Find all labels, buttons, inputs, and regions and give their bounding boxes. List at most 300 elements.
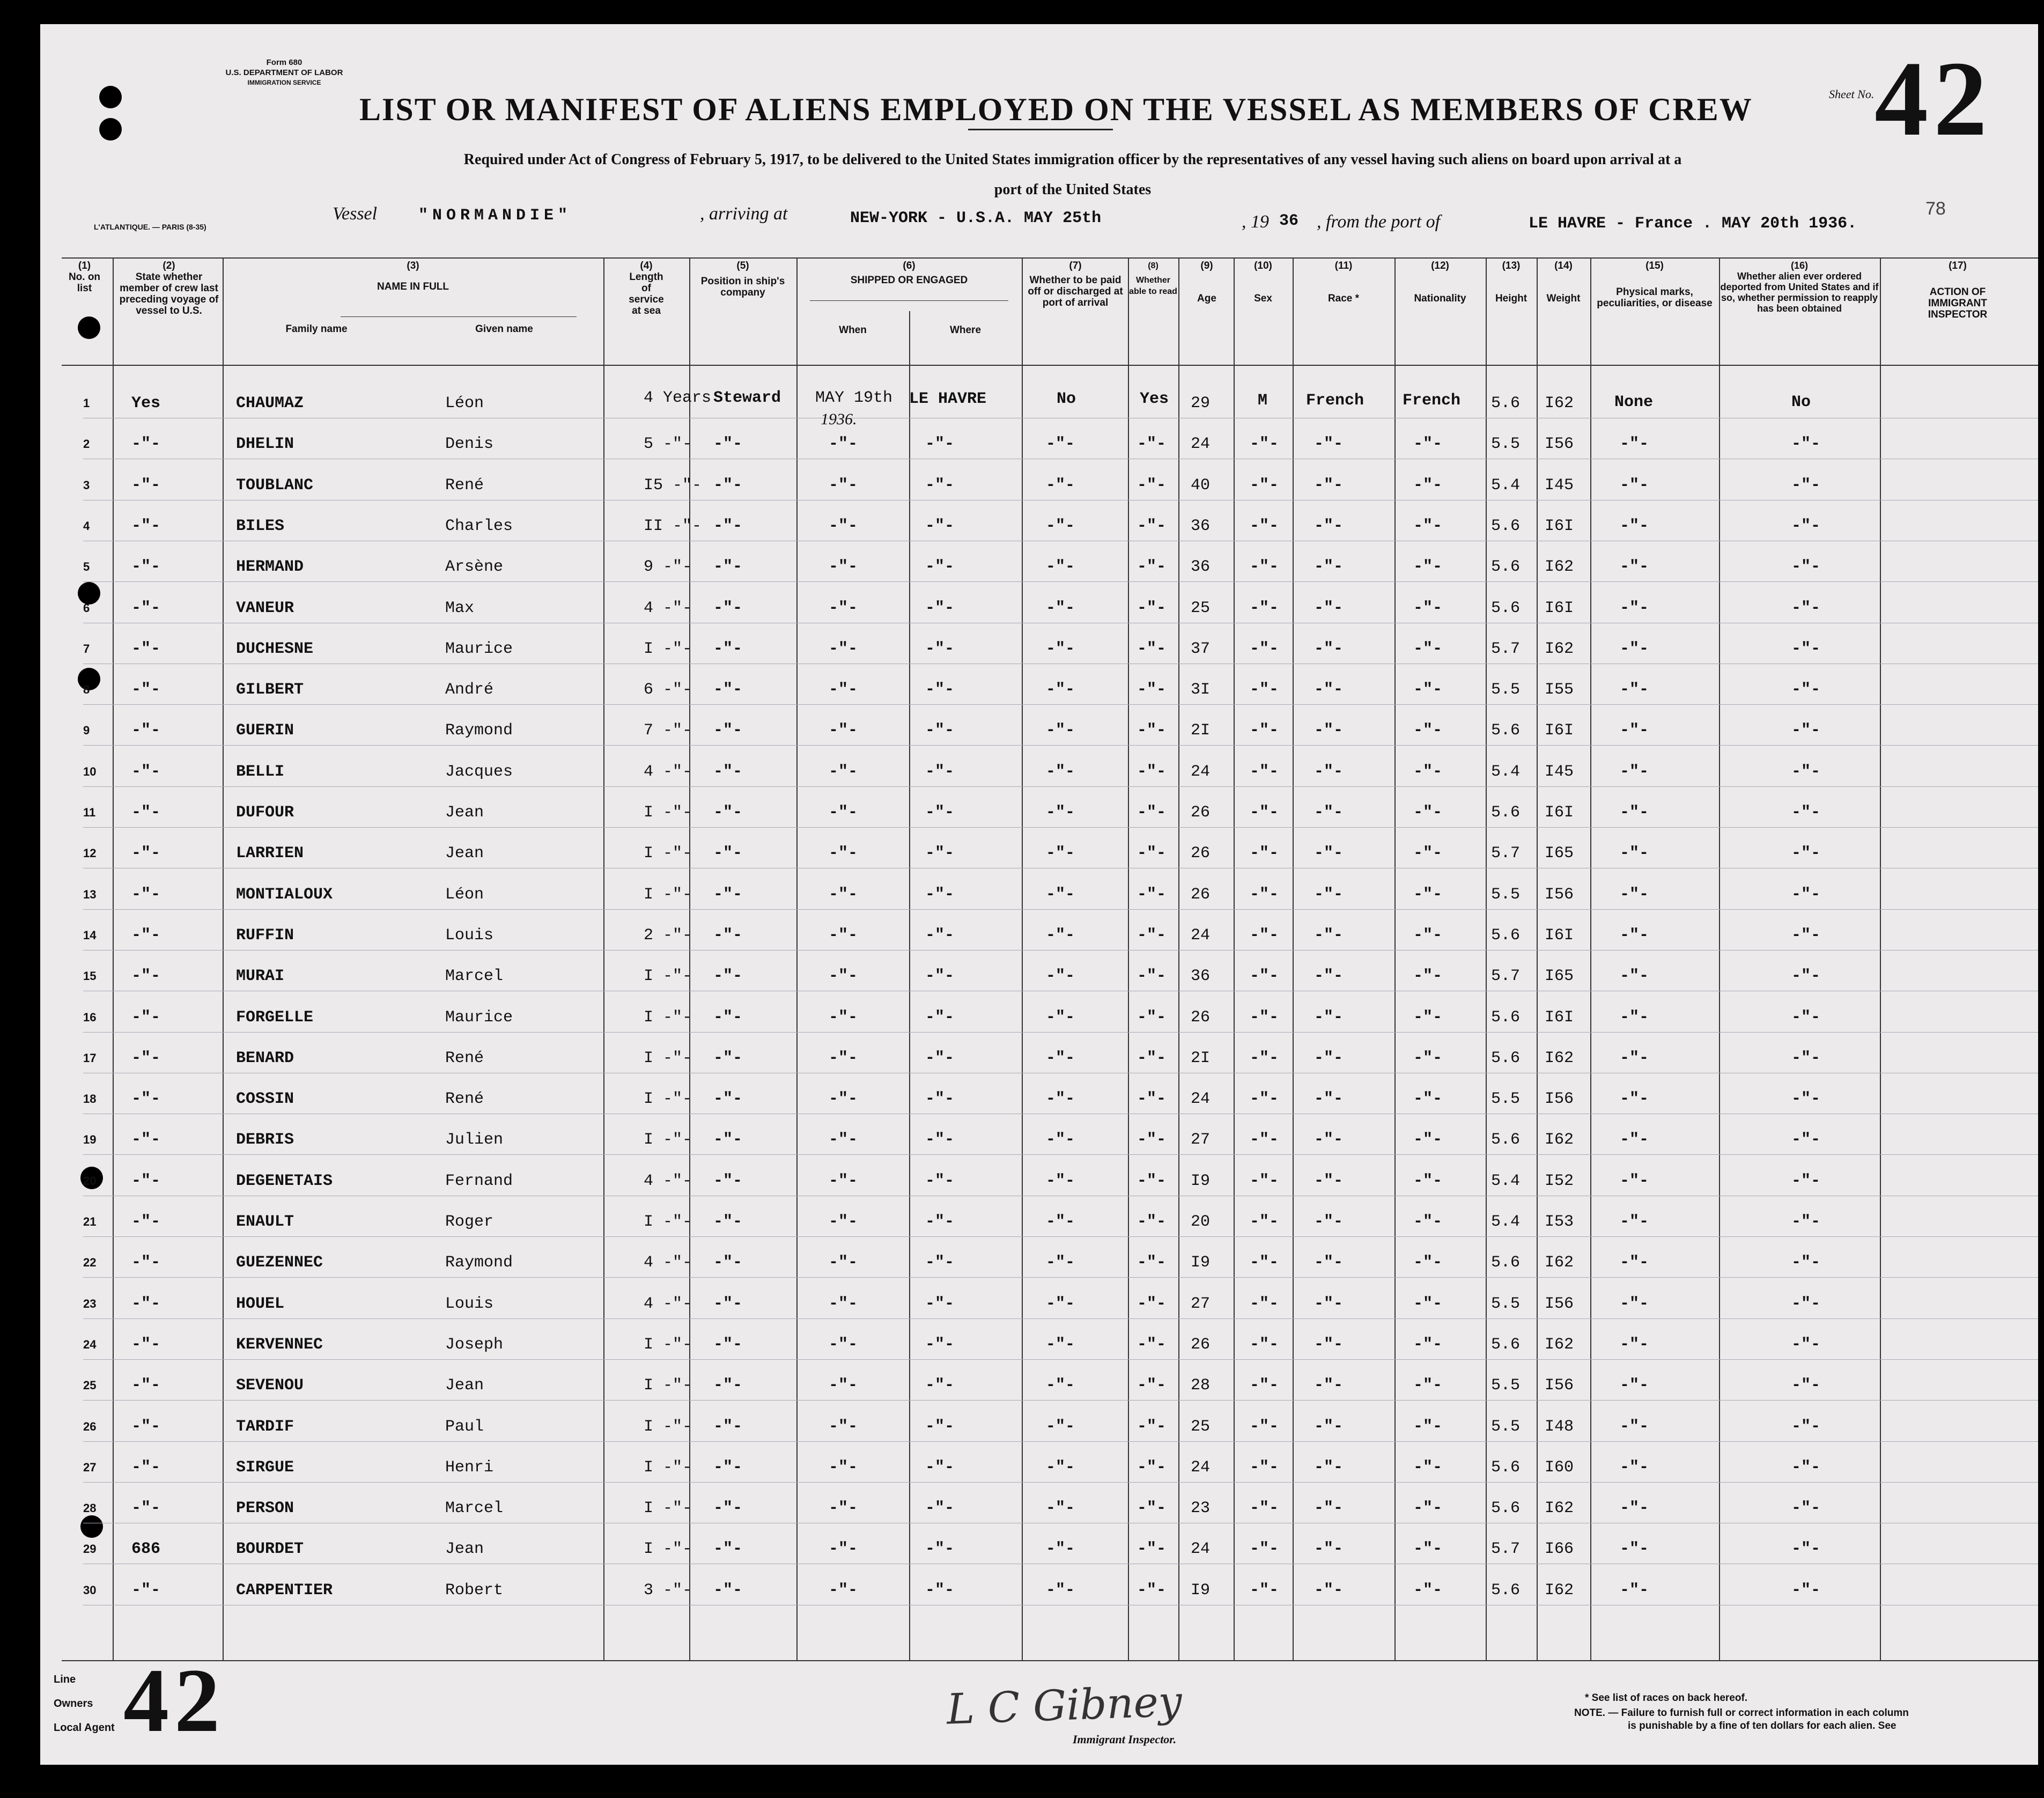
row-height: 5.4: [1491, 1171, 1521, 1190]
ditto-mark: -"-: [1413, 1417, 1443, 1436]
row-service-length: 3 -"-: [644, 1581, 692, 1600]
row-previous-voyage: -"-: [131, 1458, 161, 1477]
ditto-mark: -"-: [1314, 1458, 1344, 1477]
form-number: Form 680: [266, 58, 302, 67]
arriving-label: , arriving at: [700, 204, 788, 224]
row-service-length: 7 -"-: [644, 721, 692, 740]
ditto-mark: -"-: [1791, 1008, 1821, 1027]
row-weight: I53: [1545, 1213, 1574, 1231]
ditto-mark: -"-: [1314, 639, 1344, 658]
ditto-mark: -"-: [925, 885, 955, 904]
ditto-mark: -"-: [1137, 1499, 1167, 1518]
ditto-mark: -"-: [829, 1049, 858, 1067]
row-age: 27: [1191, 1131, 1211, 1149]
col-12-header: (12) Nationality: [1414, 260, 1466, 304]
col-divider: [1234, 257, 1235, 1660]
row-service-length: I -"-: [644, 1090, 692, 1109]
row-number: 22: [83, 1256, 97, 1270]
row-number: 29: [83, 1542, 97, 1556]
ditto-mark: -"-: [829, 435, 858, 454]
arriving-value: NEW-YORK - U.S.A. MAY 25th: [850, 209, 1102, 227]
ditto-mark: -"-: [829, 1090, 858, 1109]
row-height: 5.7: [1491, 639, 1521, 658]
ditto-mark: -"-: [1314, 1090, 1344, 1109]
row-rule: [83, 909, 2038, 910]
punch-hole: [78, 316, 100, 339]
ditto-mark: -"-: [1413, 599, 1443, 617]
ditto-mark: -"-: [1791, 926, 1821, 945]
ditto-mark: -"-: [713, 721, 743, 740]
ditto-mark: -"-: [1250, 1335, 1279, 1354]
row-number: 14: [83, 928, 97, 942]
row-weight: I56: [1545, 885, 1574, 904]
row-previous-voyage: -"-: [131, 1049, 161, 1067]
fine-note-2: is punishable by a fine of ten dollars for each alien. See: [1628, 1720, 1897, 1731]
ditto-mark: -"-: [829, 1540, 858, 1559]
row-age: 2I: [1191, 721, 1211, 740]
row-number: 13: [83, 887, 97, 901]
ditto-mark: -"-: [713, 1049, 743, 1067]
ditto-mark: -"-: [1413, 721, 1443, 740]
ditto-mark: -"-: [1620, 1294, 1649, 1313]
note-text: — Failure to furnish full or correct information in each column: [1608, 1707, 1909, 1719]
ditto-mark: -"-: [1314, 967, 1344, 986]
year-prefix: , 19: [1242, 212, 1269, 232]
ditto-mark: -"-: [1620, 558, 1649, 577]
row-previous-voyage: -"-: [131, 1376, 161, 1395]
ditto-mark: -"-: [1413, 1499, 1443, 1518]
ditto-mark: -"-: [1620, 1540, 1649, 1559]
ditto-mark: -"-: [1314, 1417, 1344, 1436]
row-rule: [83, 1400, 2038, 1401]
row-weight: I62: [1545, 639, 1574, 658]
races-note: * See list of races on back hereof.: [1585, 1692, 1748, 1704]
ditto-mark: -"-: [1314, 1131, 1344, 1149]
ditto-mark: -"-: [1137, 1171, 1167, 1190]
row-service-length: 5 -"-: [644, 435, 692, 454]
row-given-name: Robert: [445, 1581, 504, 1600]
ditto-mark: -"-: [1413, 926, 1443, 945]
ditto-mark: -"-: [1413, 476, 1443, 495]
ditto-mark: -"-: [1314, 1049, 1344, 1067]
ditto-mark: -"-: [829, 476, 858, 495]
ditto-mark: -"-: [1413, 435, 1443, 454]
row-number: 20: [83, 1174, 97, 1188]
ditto-mark: -"-: [1791, 1376, 1821, 1395]
row-given-name: Arsène: [445, 558, 504, 577]
ditto-mark: -"-: [1791, 1417, 1821, 1436]
row-previous-voyage: -"-: [131, 1008, 161, 1027]
row-number: 10: [83, 764, 97, 778]
col-divider: [1880, 257, 1881, 1660]
ditto-mark: -"-: [1046, 599, 1075, 617]
ditto-mark: -"-: [713, 926, 743, 945]
row-service-length: I -"-: [644, 1458, 692, 1477]
row-weight: I45: [1545, 476, 1574, 495]
row-family-name: CARPENTIER: [236, 1581, 333, 1600]
row-rule: [83, 827, 2038, 828]
ditto-mark: -"-: [1413, 1008, 1443, 1027]
ditto-mark: -"-: [1250, 1540, 1279, 1559]
row-service-length: I -"-: [644, 1049, 692, 1067]
ditto-mark: -"-: [925, 762, 955, 781]
ditto-mark: -"-: [1791, 1540, 1821, 1559]
page-title: LIST OR MANIFEST OF ALIENS EMPLOYED ON THE VESSEL AS MEMBERS OF CREW: [359, 92, 1753, 127]
row-service-length: II -"-: [644, 517, 702, 535]
ditto-mark: -"-: [1250, 1417, 1279, 1436]
ditto-mark: -"-: [829, 1499, 858, 1518]
row-given-name: René: [445, 1049, 484, 1067]
row-weight: I6I: [1545, 599, 1574, 617]
row-height: 5.5: [1491, 1417, 1521, 1436]
ditto-mark: -"-: [1046, 1540, 1075, 1559]
ditto-mark: -"-: [1413, 967, 1443, 986]
row-given-name: Jean: [445, 804, 484, 822]
ditto-mark: -"-: [1620, 762, 1649, 781]
row-number: 19: [83, 1133, 97, 1147]
row-number: 16: [83, 1010, 97, 1024]
ditto-mark: -"-: [925, 844, 955, 863]
row-height: 5.6: [1491, 804, 1521, 822]
row-family-name: BOURDET: [236, 1540, 304, 1559]
ditto-mark: -"-: [829, 1581, 858, 1600]
inspector-signature: L C Gibney: [946, 1677, 1183, 1734]
ditto-mark: -"-: [1413, 681, 1443, 699]
ditto-mark: -"-: [829, 599, 858, 617]
ditto-mark: -"-: [1250, 599, 1279, 617]
ditto-mark: -"-: [1046, 721, 1075, 740]
ditto-mark: -"-: [713, 476, 743, 495]
ditto-mark: -"-: [925, 558, 955, 577]
row-family-name: MONTIALOUX: [236, 885, 333, 904]
row-given-name: Paul: [445, 1417, 484, 1436]
form-department: U.S. DEPARTMENT OF LABOR: [225, 68, 343, 77]
name-underline: [341, 316, 577, 317]
ditto-mark: -"-: [1620, 1376, 1649, 1395]
punch-hole: [80, 1515, 103, 1538]
ditto-mark: -"-: [1046, 1213, 1075, 1231]
ditto-mark: -"-: [1046, 435, 1075, 454]
row-age: 24: [1191, 1090, 1211, 1109]
subtitle-line-1: Required under Act of Congress of February 5, 1917, to be delivered to the United States immigration officer by the representatives of any vessel having such aliens on board upon arrival at a: [463, 151, 1682, 168]
ditto-mark: -"-: [713, 1417, 743, 1436]
ditto-mark: -"-: [1137, 1213, 1167, 1231]
ditto-mark: -"-: [1413, 1049, 1443, 1067]
row-rule: [83, 1032, 2038, 1033]
row-weight: I62: [1545, 558, 1574, 577]
row-number: 4: [83, 519, 90, 533]
note-label: NOTE.: [1574, 1707, 1606, 1719]
ditto-mark: -"-: [1046, 1335, 1075, 1354]
ditto-mark: -"-: [1791, 476, 1821, 495]
row-previous-voyage: -"-: [131, 721, 161, 740]
row-1-paid-off: No: [1057, 390, 1076, 408]
ditto-mark: -"-: [925, 1376, 955, 1395]
ditto-mark: -"-: [713, 1171, 743, 1190]
ditto-mark: -"-: [829, 804, 858, 822]
row-given-name: Julien: [445, 1131, 504, 1149]
title-underline: [968, 129, 1113, 130]
row-1-when: MAY 19th: [815, 389, 893, 407]
ditto-mark: -"-: [713, 1335, 743, 1354]
ditto-mark: -"-: [713, 967, 743, 986]
row-previous-voyage: -"-: [131, 599, 161, 617]
agent-label: Local Agent: [54, 1722, 115, 1734]
ditto-mark: -"-: [1413, 558, 1443, 577]
row-age: I9: [1191, 1254, 1211, 1272]
ditto-mark: -"-: [1413, 762, 1443, 781]
ditto-mark: -"-: [1314, 844, 1344, 863]
ditto-mark: -"-: [925, 599, 955, 617]
col-7-header: (7) Whether to be paid off or discharged at port of arrival: [1028, 260, 1123, 308]
col-9-header: (9) Age: [1197, 260, 1216, 304]
row-height: 5.6: [1491, 1499, 1521, 1518]
row-previous-voyage: -"-: [131, 1213, 161, 1231]
ditto-mark: -"-: [713, 517, 743, 535]
row-given-name: Louis: [445, 1294, 494, 1313]
row-height: 5.6: [1491, 1581, 1521, 1600]
row-service-length: I -"-: [644, 1131, 692, 1149]
col-divider: [113, 257, 114, 1660]
ditto-mark: -"-: [829, 517, 858, 535]
row-family-name: LARRIEN: [236, 844, 304, 863]
row-weight: I48: [1545, 1417, 1574, 1436]
ditto-mark: -"-: [1413, 844, 1443, 863]
ditto-mark: -"-: [1250, 804, 1279, 822]
ditto-mark: -"-: [1250, 1131, 1279, 1149]
row-age: 26: [1191, 844, 1211, 863]
ditto-mark: -"-: [1620, 926, 1649, 945]
row-weight: I62: [1545, 1254, 1574, 1272]
ditto-mark: -"-: [1314, 926, 1344, 945]
ditto-mark: -"-: [829, 681, 858, 699]
ditto-mark: -"-: [1791, 762, 1821, 781]
row-age: 26: [1191, 1008, 1211, 1027]
sheet-number: 42: [1875, 40, 1993, 158]
row-given-name: Jacques: [445, 762, 513, 781]
ditto-mark: -"-: [1046, 967, 1075, 986]
row-height: 5.6: [1491, 1458, 1521, 1477]
ditto-mark: -"-: [1314, 1335, 1344, 1354]
row-family-name: TOUBLANC: [236, 476, 314, 495]
ditto-mark: -"-: [829, 926, 858, 945]
row-1-race: French: [1306, 392, 1364, 410]
row-family-name: SIRGUE: [236, 1458, 294, 1477]
row-service-length: 4 -"-: [644, 1254, 692, 1272]
ditto-mark: -"-: [1791, 844, 1821, 863]
row-number: 11: [83, 806, 96, 819]
row-given-name: Charles: [445, 517, 513, 535]
row-previous-voyage: -"-: [131, 926, 161, 945]
row-age: 26: [1191, 804, 1211, 822]
col-3a-header: Family name: [285, 323, 348, 335]
col-6-header: (6) SHIPPED OR ENGAGED: [850, 260, 968, 286]
ditto-mark: -"-: [925, 1581, 955, 1600]
row-height: 5.7: [1491, 1540, 1521, 1559]
inspector-label: Immigrant Inspector.: [1073, 1733, 1177, 1746]
row-previous-voyage: -"-: [131, 558, 161, 577]
ditto-mark: -"-: [925, 1417, 955, 1436]
row-given-name: Marcel: [445, 967, 504, 986]
ditto-mark: -"-: [1250, 885, 1279, 904]
ditto-mark: -"-: [829, 1213, 858, 1231]
row-family-name: BILES: [236, 517, 285, 535]
ditto-mark: -"-: [1314, 517, 1344, 535]
manifest-sheet: [40, 24, 2038, 1765]
row-age: I9: [1191, 1581, 1211, 1600]
col-11-header: (11) Race *: [1327, 260, 1360, 304]
row-height: 5.5: [1491, 885, 1521, 904]
ditto-mark: -"-: [1620, 599, 1649, 617]
row-weight: I45: [1545, 762, 1574, 781]
row-height: 5.4: [1491, 762, 1521, 781]
row-number: 30: [83, 1583, 97, 1597]
ditto-mark: -"-: [1314, 1376, 1344, 1395]
ditto-mark: -"-: [925, 1294, 955, 1313]
row-given-name: Léon: [445, 885, 484, 904]
ditto-mark: -"-: [1314, 1254, 1344, 1272]
ditto-mark: -"-: [1046, 1049, 1075, 1067]
ditto-mark: -"-: [713, 1131, 743, 1149]
ditto-mark: -"-: [1137, 1376, 1167, 1395]
row-height: 5.6: [1491, 721, 1521, 740]
ditto-mark: -"-: [1137, 681, 1167, 699]
ditto-mark: -"-: [1620, 517, 1649, 535]
ditto-mark: -"-: [829, 639, 858, 658]
col-1-header: (1) No. on list: [68, 260, 101, 294]
row-previous-voyage: -"-: [131, 762, 161, 781]
ditto-mark: -"-: [713, 804, 743, 822]
ditto-mark: -"-: [1620, 1417, 1649, 1436]
ditto-mark: -"-: [1413, 1335, 1443, 1354]
row-weight: I62: [1545, 1335, 1574, 1354]
row-family-name: RUFFIN: [236, 926, 294, 945]
ditto-mark: -"-: [1137, 1090, 1167, 1109]
year-suffix: 36: [1279, 212, 1299, 230]
row-age: 24: [1191, 1540, 1211, 1559]
row-given-name: Maurice: [445, 639, 513, 658]
ditto-mark: -"-: [1046, 1376, 1075, 1395]
ditto-mark: -"-: [713, 1294, 743, 1313]
row-number: 2: [83, 437, 90, 451]
ditto-mark: -"-: [1250, 639, 1279, 658]
ditto-mark: -"-: [925, 1540, 955, 1559]
row-1-service: 4 Years: [644, 389, 712, 407]
row-family-name: MURAI: [236, 967, 285, 986]
col-divider: [1178, 257, 1179, 1660]
ditto-mark: -"-: [1620, 1458, 1649, 1477]
row-rule: [83, 1236, 2038, 1237]
row-age: 25: [1191, 1417, 1211, 1436]
row-family-name: DHELIN: [236, 435, 294, 454]
ditto-mark: -"-: [1791, 517, 1821, 535]
row-rule: [83, 1277, 2038, 1278]
row-height: 5.4: [1491, 476, 1521, 495]
row-weight: I62: [1545, 1581, 1574, 1600]
row-rule: [83, 1359, 2038, 1360]
ditto-mark: -"-: [1046, 1458, 1075, 1477]
ditto-mark: -"-: [925, 1335, 955, 1354]
ditto-mark: -"-: [829, 1417, 858, 1436]
row-given-name: Jean: [445, 1376, 484, 1395]
ditto-mark: -"-: [1250, 721, 1279, 740]
ditto-mark: -"-: [1137, 762, 1167, 781]
row-family-name: BELLI: [236, 762, 285, 781]
ditto-mark: -"-: [1791, 1213, 1821, 1231]
ditto-mark: -"-: [1250, 1499, 1279, 1518]
row-weight: I6I: [1545, 517, 1574, 535]
ditto-mark: -"-: [1620, 1254, 1649, 1272]
ditto-mark: -"-: [1791, 967, 1821, 986]
header-bottom-border: [62, 365, 2038, 366]
ditto-mark: -"-: [1620, 1171, 1649, 1190]
ditto-mark: -"-: [925, 681, 955, 699]
ditto-mark: -"-: [1791, 435, 1821, 454]
ditto-mark: -"-: [1250, 1458, 1279, 1477]
ditto-mark: -"-: [1791, 804, 1821, 822]
row-previous-voyage: -"-: [131, 681, 161, 699]
ditto-mark: -"-: [829, 1376, 858, 1395]
row-previous-voyage: -"-: [131, 1335, 161, 1354]
row-previous-voyage: -"-: [131, 1294, 161, 1313]
row-age: 26: [1191, 885, 1211, 904]
ditto-mark: -"-: [1046, 804, 1075, 822]
row-previous-voyage: -"-: [131, 1417, 161, 1436]
ditto-mark: -"-: [1791, 639, 1821, 658]
ditto-mark: -"-: [1791, 681, 1821, 699]
row-number: 9: [83, 724, 90, 738]
ditto-mark: -"-: [1314, 681, 1344, 699]
row-age: 23: [1191, 1499, 1211, 1518]
row-previous-voyage: -"-: [131, 517, 161, 535]
row-previous-voyage: -"-: [131, 476, 161, 495]
row-previous-voyage: -"-: [131, 639, 161, 658]
row-previous-voyage: -"-: [131, 1581, 161, 1600]
ditto-mark: -"-: [1314, 885, 1344, 904]
ditto-mark: -"-: [1137, 721, 1167, 740]
row-service-length: I -"-: [644, 1376, 692, 1395]
ditto-mark: -"-: [1046, 1254, 1075, 1272]
row-rule: [83, 1154, 2038, 1155]
ditto-mark: -"-: [829, 1294, 858, 1313]
row-given-name: Jean: [445, 1540, 484, 1559]
row-number: 26: [83, 1419, 97, 1433]
row-rule: [83, 581, 2038, 582]
col-6b-header: Where: [949, 325, 982, 336]
ditto-mark: -"-: [1791, 1335, 1821, 1354]
ditto-mark: -"-: [1413, 1131, 1443, 1149]
row-family-name: ENAULT: [236, 1213, 294, 1231]
row-rule: [83, 704, 2038, 705]
ditto-mark: -"-: [1046, 476, 1075, 495]
subtitle: [188, 145, 1958, 205]
ditto-mark: -"-: [1250, 1254, 1279, 1272]
row-family-name: GILBERT: [236, 681, 304, 699]
row-height: 5.6: [1491, 1049, 1521, 1067]
row-given-name: René: [445, 476, 484, 495]
row-age: 24: [1191, 926, 1211, 945]
ditto-mark: -"-: [1137, 967, 1167, 986]
row-number: 24: [83, 1337, 97, 1351]
row-given-name: Jean: [445, 844, 484, 863]
ditto-mark: -"-: [1314, 599, 1344, 617]
row-family-name: TARDIF: [236, 1417, 294, 1436]
col-15-header: (15) Physical marks, peculiarities, or disease: [1597, 260, 1713, 309]
ditto-mark: -"-: [1791, 599, 1821, 617]
row-given-name: Max: [445, 599, 475, 617]
row-height: 5.6: [1491, 517, 1521, 535]
row-family-name: DUFOUR: [236, 804, 294, 822]
